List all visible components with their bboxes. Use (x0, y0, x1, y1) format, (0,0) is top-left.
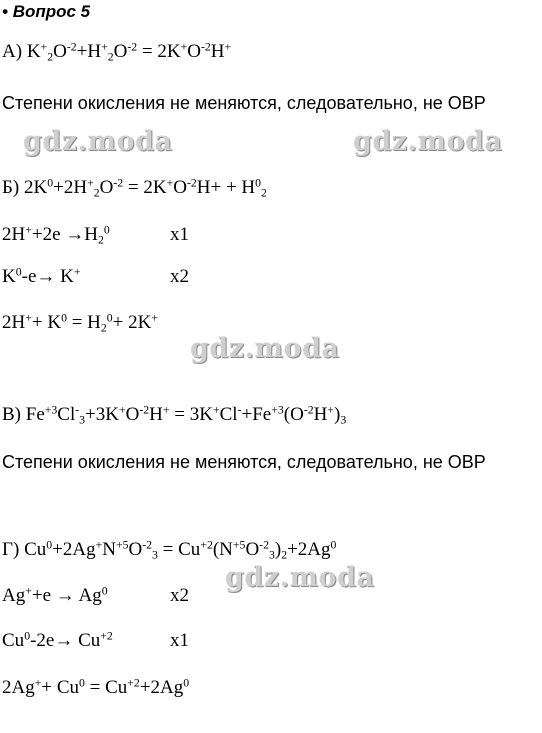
half-reaction-b1: $2H^++2e \to H_2^0$ (2, 223, 110, 247)
equation-b: Б) $2K^0+2H^+_2O^{-2} = 2K^+O^{-2}H+ + H^0_2$ (2, 176, 267, 200)
question-heading (2, 0, 90, 24)
half-reaction-g1: $Ag^++e \to Ag^0$ (2, 584, 108, 606)
equation-v: В) $Fe^{+3}Cl^-_3+3K^+O^{-2}H^+ = 3K^+Cl^-+Fe^{+3}(O^{-2}H^+)_3$ (2, 403, 347, 427)
summary-b: $2H^++ K^0 = H_2^0+ 2K^+$ (2, 311, 158, 335)
coefficient-b2: x2 (170, 266, 189, 287)
equation-a: А) $K^+_2O^{-2}+H^+_2O^{-2} = 2K^+O^{-2}H^+$ (2, 40, 232, 64)
coefficient-b1: x1 (170, 224, 189, 245)
question-title: Вопрос 5 (12, 2, 91, 21)
equation-g: Г) $Cu^0+2Ag^+N^{+5}O^{-2}_3 = Cu^{+2}(N^{+5}O^{-2}_3)_2+2Ag^0$ (2, 538, 337, 562)
note-v: Степени окисления не меняются, следовательно, не ОВР (2, 452, 486, 472)
bullet: • (2, 2, 8, 21)
watermark: gdz.moda (23, 126, 173, 157)
coefficient-g2: x1 (170, 630, 189, 651)
watermark: gdz.moda (353, 126, 503, 157)
note-a: Степени окисления не меняются, следовательно, не ОВР (2, 93, 486, 113)
half-reaction-b2: $K^0-e\to K^+$ (2, 265, 81, 287)
coefficient-g1: x2 (170, 585, 189, 606)
half-reaction-g2: $Cu^0-2e\to Cu^{+2}$ (2, 629, 113, 651)
watermark: gdz.moda (190, 333, 340, 364)
summary-g: $2Ag^++ Cu^0 = Cu^{+2}+2Ag^0$ (2, 676, 190, 698)
watermark: gdz.moda (225, 562, 375, 593)
